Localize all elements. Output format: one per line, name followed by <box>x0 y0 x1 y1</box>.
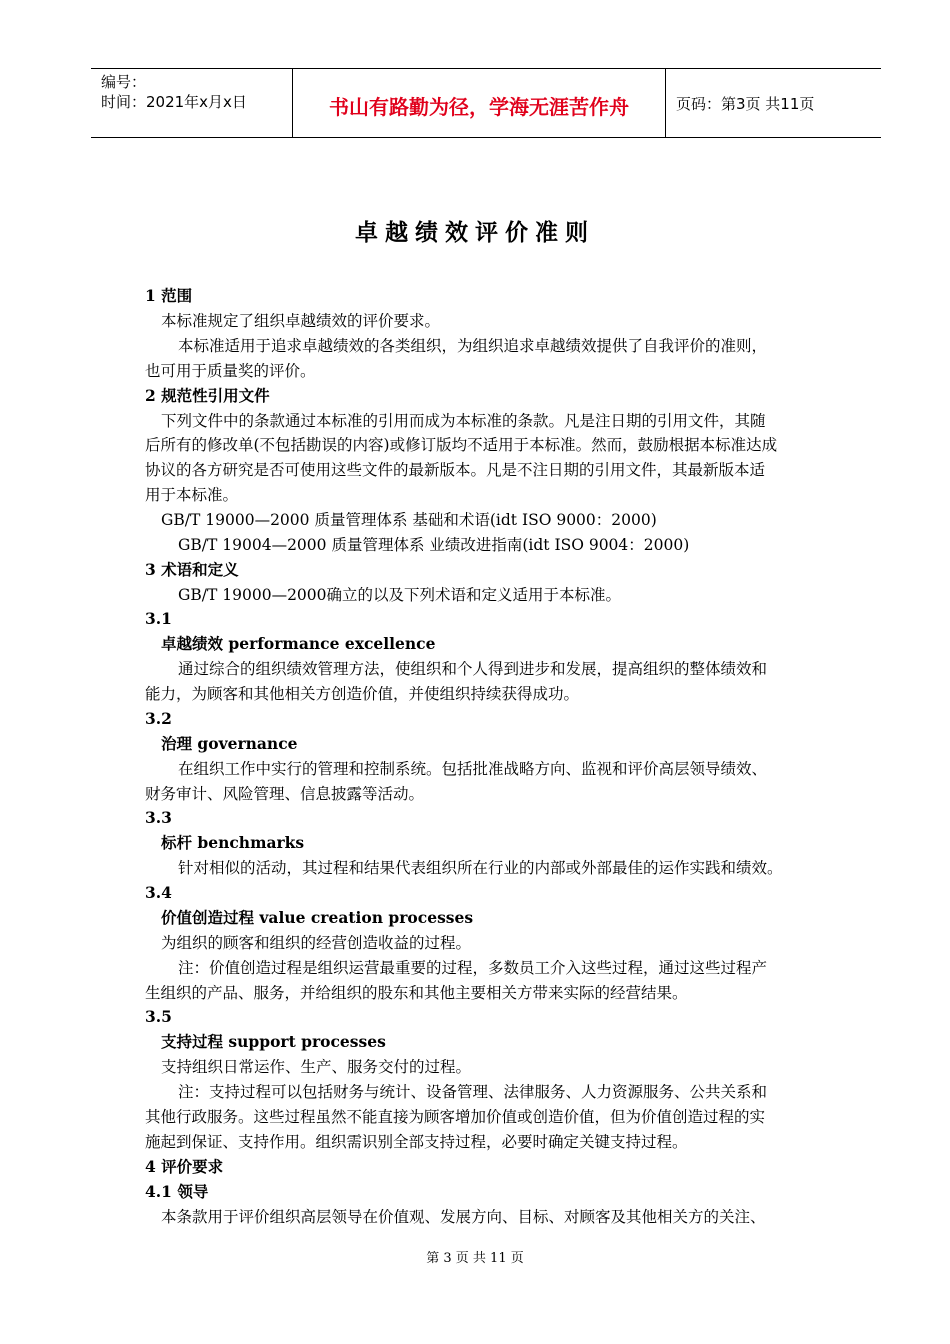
term-heading: 治理 governance <box>161 734 298 753</box>
reference-line: GB/T 19004—2000 质量管理体系 业绩改进指南(idt ISO 9004：2000) <box>178 536 690 554</box>
term-heading: 支持过程 support processes <box>161 1032 386 1051</box>
clause-number: 3.3 <box>145 808 172 827</box>
note-line: 施起到保证、支持作用。组织需识别全部支持过程，必要时确定关键支持过程。 <box>145 1133 688 1151</box>
body-line: 用于本标准。 <box>145 486 239 504</box>
body-line: 能力，为顾客和其他相关方创造价值，并使组织持续获得成功。 <box>145 685 580 703</box>
header-meta-cell <box>91 69 293 137</box>
section-heading: 3 术语和定义 <box>145 560 239 579</box>
note-line: 注：价值创造过程是组织运营最重要的过程，多数员工介入这些过程，通过这些过程产 <box>178 959 768 977</box>
subsection-heading: 4.1 领导 <box>145 1182 209 1201</box>
header-page-cell <box>666 69 881 137</box>
reference-line: GB/T 19000—2000 质量管理体系 基础和术语(idt ISO 9000：2000) <box>161 511 657 529</box>
note-line: 注：支持过程可以包括财务与统计、设备管理、法律服务、人力资源服务、公共关系和 <box>178 1083 768 1101</box>
body-line: 本条款用于评价组织高层领导在价值观、发展方向、目标、对顾客及其他相关方的关注、 <box>161 1208 766 1226</box>
body-line: 为组织的顾客和组织的经营创造收益的过程。 <box>161 934 472 952</box>
body-line: 下列文件中的条款通过本标准的引用而成为本标准的条款。凡是注日期的引用文件，其随 <box>161 412 766 430</box>
clause-number: 3.5 <box>145 1007 172 1026</box>
note-line: 其他行政服务。这些过程虽然不能直接为顾客增加价值或创造价值，但为价值创造过程的实 <box>145 1108 766 1126</box>
motto: 书山有路勤为径，学海无涯苦作舟 <box>329 95 629 119</box>
body-line: 财务审计、风险管理、信息披露等活动。 <box>145 785 425 803</box>
header-motto-cell <box>293 69 666 137</box>
note-line: 生组织的产品、服务，并给组织的股东和其他主要相关方带来实际的经营结果。 <box>145 984 688 1002</box>
page-footer: 第 3 页 共 11 页 <box>426 1251 524 1266</box>
number-label: 编号： <box>101 73 147 91</box>
body-line: 本标准规定了组织卓越绩效的评价要求。 <box>161 312 441 330</box>
body-line: 支持组织日常运作、生产、服务交付的过程。 <box>161 1058 472 1076</box>
body-line: GB/T 19000—2000确立的以及下列术语和定义适用于本标准。 <box>178 586 622 604</box>
term-heading: 标杆 benchmarks <box>161 833 305 852</box>
clause-number: 3.4 <box>145 883 172 902</box>
body-line: 通过综合的组织绩效管理方法，使组织和个人得到进步和发展，提高组织的整体绩效和 <box>178 660 768 678</box>
document-title: 卓越绩效评价准则 <box>355 219 595 246</box>
page-header <box>91 68 881 138</box>
clause-number: 3.2 <box>145 709 172 728</box>
body-line: 后所有的修改单(不包括勘误的内容)或修订版均不适用于本标准。然而，鼓励根据本标准达成 <box>145 436 778 454</box>
body-line: 针对相似的活动，其过程和结果代表组织所在行业的内部或外部最佳的运作实践和绩效。 <box>178 859 783 877</box>
section-heading: 2 规范性引用文件 <box>145 386 270 405</box>
clause-number: 3.1 <box>145 609 172 628</box>
body-line: 也可用于质量奖的评价。 <box>145 362 316 380</box>
section-heading: 1 范围 <box>145 286 193 305</box>
body-line: 在组织工作中实行的管理和控制系统。包括批准战略方向、监视和评价高层领导绩效、 <box>178 760 768 778</box>
body-line: 协议的各方研究是否可使用这些文件的最新版本。凡是不注日期的引用文件，其最新版本适 <box>145 461 766 479</box>
page-number-label: 页码：第3页 共11页 <box>676 95 815 113</box>
term-heading: 卓越绩效 performance excellence <box>161 634 436 653</box>
section-heading: 4 评价要求 <box>145 1157 224 1176</box>
term-heading: 价值创造过程 value creation processes <box>161 908 474 927</box>
time-label: 时间：2021年x月x日 <box>101 93 247 111</box>
body-line: 本标准适用于追求卓越绩效的各类组织，为组织追求卓越绩效提供了自我评价的准则， <box>178 337 768 355</box>
